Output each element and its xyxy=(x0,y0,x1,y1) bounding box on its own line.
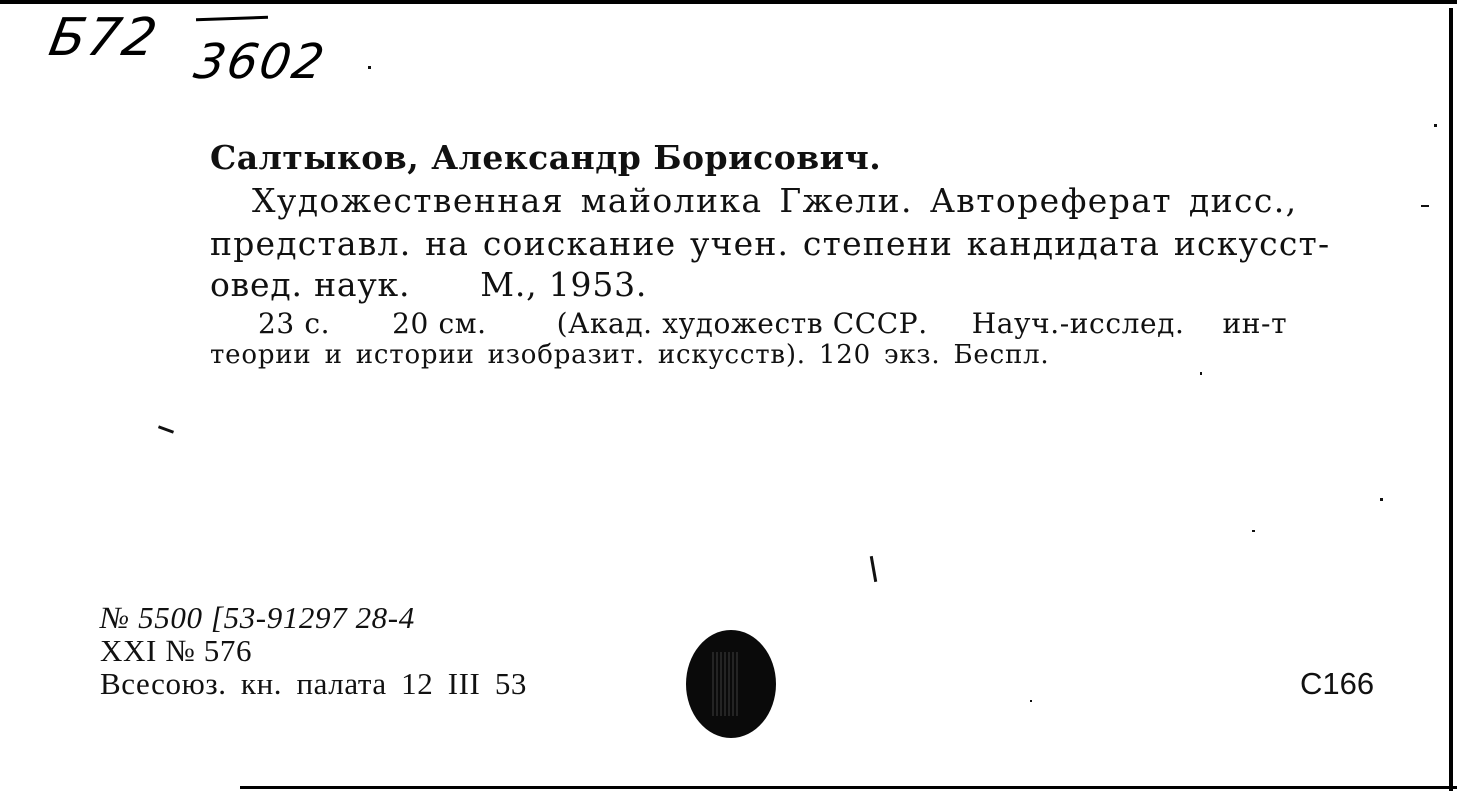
scan-speck xyxy=(368,66,371,69)
registry-volume: XXI № 576 xyxy=(100,633,253,668)
series-part-3: ин-т xyxy=(1222,307,1288,340)
title-line-2: представл. на соискание учен. степени кандидата искусст- xyxy=(210,224,1331,263)
classification-code: С166 xyxy=(1300,666,1375,701)
scan-speck xyxy=(1200,372,1202,375)
title-line-3 xyxy=(210,265,647,304)
card-right-edge xyxy=(1449,8,1453,791)
scan-speck xyxy=(1030,700,1032,702)
handwritten-shelf-mark: Б72 xyxy=(44,8,164,68)
series-part-2: Науч.-исслед. xyxy=(971,307,1185,340)
card-top-edge xyxy=(0,0,1457,4)
registry-chamber: Всесоюз. кн. палата 12 III 53 xyxy=(100,666,528,701)
punch-hole-texture xyxy=(712,652,738,716)
scan-speck xyxy=(158,425,174,433)
page-count: 23 с. xyxy=(258,307,331,340)
scan-speck xyxy=(1434,124,1437,127)
scan-speck xyxy=(1380,498,1383,501)
physical-description-line-2: теории и истории изобразит. искусств). 120 экз. Беспл. xyxy=(210,340,1050,370)
registry-number: № 5500 [53-91297 28-4 xyxy=(100,600,415,635)
handwritten-number: 3602 xyxy=(190,34,331,90)
series-part-1: (Акад. художеств СССР. xyxy=(556,307,928,340)
handwritten-overline xyxy=(196,16,268,22)
physical-description-line-1 xyxy=(258,307,1287,340)
card-size: 20 см. xyxy=(392,307,487,340)
scan-speck xyxy=(1252,530,1255,532)
scan-speck xyxy=(870,556,877,582)
imprint-city-year: М., 1953. xyxy=(480,265,648,304)
card-bottom-edge xyxy=(240,786,1457,789)
title-line-1: Художественная майолика Гжели. Автореферат дисс., xyxy=(252,181,1298,220)
title-line-3-text: овед. наук. xyxy=(210,265,411,304)
scan-speck xyxy=(1421,205,1429,207)
author-heading: Салтыков, Александр Борисович. xyxy=(210,138,882,177)
